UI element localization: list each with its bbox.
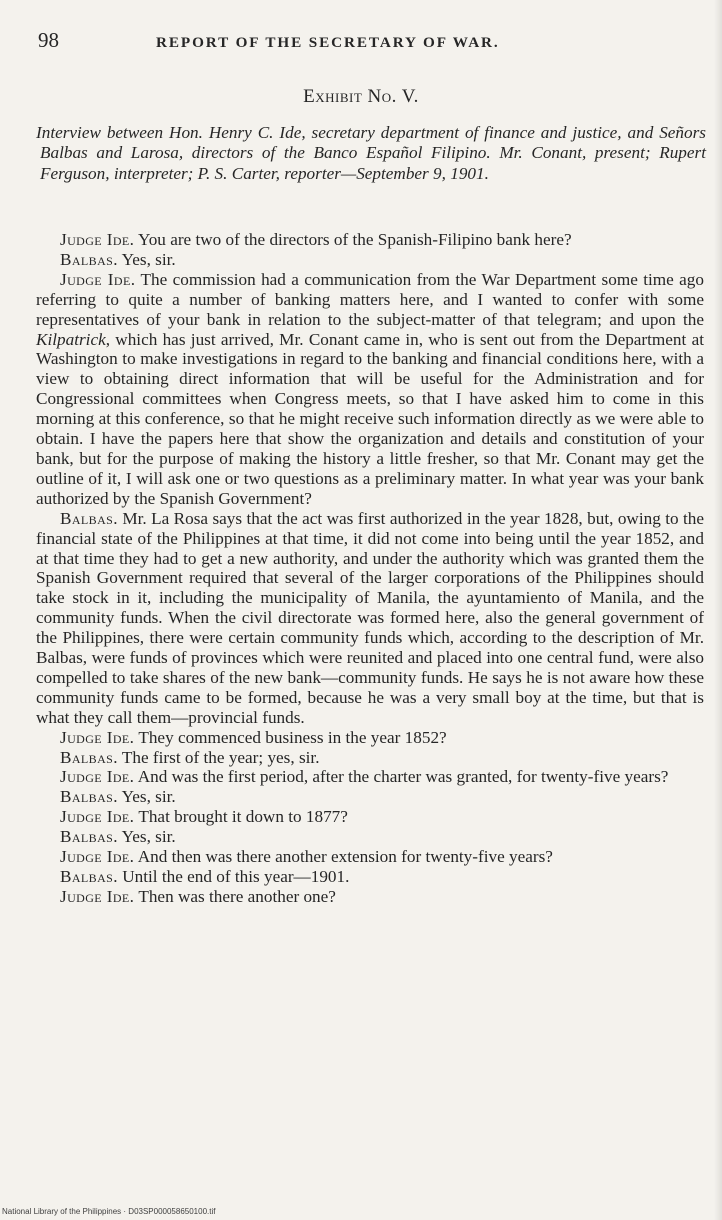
interview-caption: Interview between Hon. Henry C. Ide, secretary department of finance and justice, and Señors Balbas and Larosa, directors of the Banco Español Filipino. Mr. Conant, present; Rupert Ferguson, interpreter; P. S. Carter, reporter—September 9, 1901. (36, 123, 706, 183)
speech-text (122, 867, 349, 886)
transcript-paragraph (36, 807, 704, 827)
speech-segment: You are two of the directors of the Spanish-Filipino bank here? (138, 230, 572, 249)
speaker-name: Balbas. (60, 867, 118, 886)
speaker-name: Judge Ide. (60, 767, 135, 787)
speaker-name: Judge Ide. (60, 269, 136, 289)
italic-term: Kilpatrick (36, 329, 106, 349)
speech-segment: Until the end of this year—1901. (122, 867, 350, 886)
speech-text (36, 509, 704, 727)
speech-text (138, 887, 336, 906)
speech-segment: Mr. La Rosa says that the act was first authorized in the year 1828, but, owing to the financial state of the Philippines at that time, it did not come into being until the year 1852, and at that time they had to get a new authority, and under the authority which was granted them the Spanish Government required that several of the larger corporations of the Philippines should take stock in it, including the municipality of Manila, the ayuntamiento of Manila, and the community funds. When the civil directorate was formed here, also the general government of the Philippines, there were certain community funds which, according to the description of Mr. Balbas, were funds of provinces which were reunited and placed into one central fund, were also compelled to take shares of the new bank—community funds. He says he is not aware how these community funds came to be formed, because he was a very small boy at the time, but that is what they call them—provincial funds. (36, 508, 705, 727)
speaker-name: Balbas. (60, 508, 118, 528)
speech-text (36, 270, 704, 508)
transcript-paragraph (36, 509, 704, 728)
speech-segment: They commenced business in the year 1852? (138, 727, 447, 747)
speaker-name: Balbas. (60, 249, 118, 269)
speech-segment: That brought it down to 1877? (138, 807, 348, 827)
transcript-paragraph (36, 827, 704, 847)
speaker-name: Judge Ide. (60, 847, 135, 867)
speech-text (122, 250, 176, 269)
speaker-name: Balbas. (60, 787, 118, 807)
speech-text (138, 728, 446, 747)
transcript-paragraph (36, 748, 704, 768)
transcript-paragraph (36, 270, 704, 509)
transcript-paragraph (36, 250, 704, 270)
speech-text (122, 787, 176, 806)
speech-text (122, 748, 320, 767)
speech-segment: And was the first period, after the charter was granted, for twenty-five years? (137, 767, 669, 787)
page-edge-shadow (714, 0, 722, 1220)
transcript-body (36, 230, 704, 907)
speech-segment: Yes, sir. (121, 787, 176, 807)
speech-text (122, 827, 176, 846)
speech-segment: The commission had a communication from the War Department some time ago referring to quite a number of banking matters here, and I wanted to confer with some representatives of your bank in relation to the subject-matter of that telegram; and upon the (36, 269, 704, 329)
transcript-paragraph (36, 887, 704, 907)
speaker-name: Judge Ide. (60, 230, 135, 249)
running-head: REPORT OF THE SECRETARY OF WAR. (156, 34, 500, 51)
transcript-paragraph (36, 787, 704, 807)
scan-footer: National Library of the Philippines · D03SP000058650100.tif (2, 1207, 216, 1216)
speech-text (138, 807, 348, 826)
page-header (38, 28, 704, 54)
transcript-paragraph (36, 230, 704, 250)
speech-segment: Then was there another one? (138, 886, 336, 906)
speech-segment: Yes, sir. (121, 249, 176, 269)
speech-text (138, 230, 572, 249)
transcript-paragraph (36, 847, 704, 867)
speaker-name: Judge Ide. (60, 807, 135, 827)
speech-text (138, 767, 669, 786)
speech-segment: , which has just arrived, Mr. Conant came in, who is sent out from the Department at Washington to make investigations in regard to the banking and financial conditions here, with a view to obtaining direct information that will be useful for the Administration and for Congressional committees when Congress meets, so that I have asked him to come in this morning at this conference, so that he might receive such information directly as we were able to obtain. I have the papers here that show the organization and details and constitution of your bank, but for the purpose of making the history a little fresher, so that Mr. Conant may get the outline of it, I will ask one or two questions as a preliminary matter. In what year was your bank authorized by the Spanish Government? (36, 329, 704, 508)
speaker-name: Balbas. (60, 827, 118, 847)
speaker-name: Judge Ide. (60, 886, 135, 906)
speech-segment: And then was there another extension for twenty-five years? (137, 847, 553, 867)
speech-text (138, 847, 553, 866)
transcript-paragraph (36, 867, 704, 887)
transcript-paragraph (36, 728, 704, 748)
transcript-paragraph (36, 767, 704, 787)
exhibit-title: Exhibit No. V. (303, 86, 419, 107)
speech-segment: Yes, sir. (121, 827, 176, 847)
speaker-name: Judge Ide. (60, 727, 135, 747)
page-number: 98 (38, 28, 59, 52)
speaker-name: Balbas. (60, 747, 118, 767)
speech-segment: The first of the year; yes, sir. (121, 747, 320, 767)
